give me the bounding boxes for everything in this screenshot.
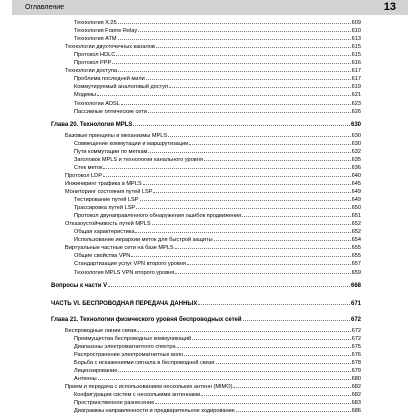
toc-entry-page: 635 xyxy=(351,156,361,163)
toc-entry-title: Стек меток xyxy=(74,164,103,171)
toc-entry-page: 613 xyxy=(351,36,361,43)
toc-entry-page: 675 xyxy=(351,343,361,350)
dot-leader xyxy=(103,171,351,177)
toc-entry xyxy=(74,406,361,415)
toc-entry-title: Технология MPLS VPN второго уровня xyxy=(74,269,175,276)
toc-entry-title: Базовые принципы и механизмы MPLS xyxy=(65,132,168,139)
toc-entry-title: Протокол PPP xyxy=(74,60,112,67)
dot-leader xyxy=(236,406,351,412)
dot-leader xyxy=(136,203,350,209)
dot-leader xyxy=(98,374,351,380)
toc-entry-page: 640 xyxy=(351,172,361,179)
toc-entry-page: 626 xyxy=(351,108,361,115)
toc-entry-title: Использование иерархии меток для быстрой защиты xyxy=(74,237,213,244)
dot-leader xyxy=(177,342,351,348)
toc-entry-page: 682 xyxy=(351,392,361,399)
toc-entry-page: 655 xyxy=(351,253,361,260)
toc-entry-title: Модемы xyxy=(74,92,96,99)
dot-leader xyxy=(187,259,351,265)
toc-entry-title: Стандартизация услуг VPN второго уровня xyxy=(74,261,186,268)
dot-leader xyxy=(148,147,350,153)
toc-entry-page: 615 xyxy=(351,52,361,59)
dot-leader xyxy=(168,131,351,137)
toc-entry-page: 623 xyxy=(351,100,361,107)
dot-leader xyxy=(175,268,350,274)
toc-entry-page: 672 xyxy=(351,335,361,342)
toc-heading-entry xyxy=(51,120,361,129)
toc-entry-page: 617 xyxy=(351,68,361,75)
toc-heading-entry xyxy=(51,315,361,324)
dot-leader xyxy=(148,107,351,113)
toc-entry-page: 630 xyxy=(350,121,361,128)
dot-leader xyxy=(135,227,350,233)
toc-entry-title: Мониторинг состояния путей LSP xyxy=(65,189,153,195)
toc-entry-title: Глава 20. Технология MPLS xyxy=(51,121,133,128)
toc-entry-title: Технология ATM xyxy=(74,36,117,43)
toc-entry-title: Технология X.25 xyxy=(74,20,117,26)
dot-leader xyxy=(243,315,350,321)
dot-leader xyxy=(153,187,350,193)
dot-leader xyxy=(175,243,351,249)
dot-leader xyxy=(192,334,351,340)
toc-entry-title: Диаграммы направленности и предварительное кодирование xyxy=(74,408,235,415)
toc-entry-title: Коммутируемый аналоговый доступ xyxy=(74,84,169,91)
toc-entry-page: 657 xyxy=(351,261,361,268)
toc-entry-title: Заголовок MPLS и технологии канального уровня xyxy=(74,156,203,163)
toc-entry-title: Преимущества беспроводных коммуникаций xyxy=(74,335,192,342)
toc-entry-title: Виртуальные частные сети на базе MPLS xyxy=(65,245,174,252)
running-header xyxy=(12,0,408,15)
toc-entry-page: 619 xyxy=(351,84,361,91)
toc-entry-title: Технологии доступа xyxy=(65,68,117,75)
dot-leader xyxy=(118,34,351,40)
toc-entry-page: 676 xyxy=(351,351,361,358)
toc-entry-title: Технологии ADSL xyxy=(74,100,120,107)
toc-entry-title: Пути коммутации по меткам xyxy=(74,148,148,155)
toc-entry-page: 672 xyxy=(350,316,361,323)
toc-entry-title: Отказоустойчивость путей MPLS xyxy=(65,221,151,228)
toc-entry-title: Инжиниринг трафика в MPLS xyxy=(65,180,142,187)
toc-entry-page: 668 xyxy=(350,282,361,289)
dot-leader xyxy=(131,251,350,257)
dot-leader xyxy=(118,366,350,372)
dot-leader xyxy=(146,74,351,80)
toc-entry-page: 671 xyxy=(350,300,361,307)
toc-entry-page: 615 xyxy=(351,44,361,51)
toc-heading-entry xyxy=(51,299,361,308)
dot-leader xyxy=(103,163,350,169)
toc-entry-title: Конфигурации систем с несколькими антеннами xyxy=(74,392,201,399)
toc-entry-page: 659 xyxy=(351,269,361,276)
dot-leader xyxy=(155,398,350,404)
toc-entry-title: ЧАСТЬ VI. БЕСПРОВОДНАЯ ПЕРЕДАЧА ДАННЫХ xyxy=(51,300,198,307)
toc-entry-title: Беспроводные линии связи xyxy=(65,327,137,334)
toc-entry-page: 630 xyxy=(351,132,361,139)
toc-entry-page: 636 xyxy=(351,164,361,171)
page-number: 13 xyxy=(383,1,396,13)
toc-entry-title: Пространственное разнесение xyxy=(74,400,155,407)
toc-entry-title: Технологии двухточечных каналов xyxy=(65,44,155,51)
toc-entry-page: 654 xyxy=(351,237,361,244)
dot-leader xyxy=(138,26,350,32)
toc-entry-title: Глава 21. Технологии физического уровня беспроводных сетей xyxy=(51,316,242,323)
dot-leader xyxy=(216,358,351,364)
toc-entry-page: 630 xyxy=(351,140,361,147)
toc-entry-title: Пассивные оптические сети xyxy=(74,108,147,115)
toc-entry-page: 680 xyxy=(351,376,361,382)
toc-entry-page: 655 xyxy=(351,245,361,252)
dot-leader xyxy=(198,299,350,305)
toc-entry-page: 649 xyxy=(351,197,361,204)
dot-leader xyxy=(156,42,351,48)
toc-entry-page: 652 xyxy=(351,229,361,236)
toc-entry-page: 686 xyxy=(351,408,361,415)
toc-entry-title: Вопросы к части V xyxy=(51,282,108,289)
toc-entry-page: 678 xyxy=(351,359,361,366)
toc-entry-page: 683 xyxy=(351,400,361,407)
toc-entry-page: 632 xyxy=(351,148,361,155)
toc-entry-page: 650 xyxy=(351,205,361,212)
dot-leader xyxy=(204,155,351,161)
toc-entry-title: Лицензирование xyxy=(74,367,118,374)
toc-entry-page: 679 xyxy=(351,367,361,374)
toc-entry-page: 617 xyxy=(351,76,361,83)
toc-entry-page: 649 xyxy=(351,189,361,195)
dot-leader xyxy=(137,326,350,332)
dot-leader xyxy=(189,139,350,145)
toc-entry-title: Общая характеристика xyxy=(74,229,135,236)
dot-leader xyxy=(121,99,351,105)
dot-leader xyxy=(112,58,350,64)
dot-leader xyxy=(133,120,350,126)
toc-entry-page: 609 xyxy=(351,20,361,26)
dot-leader xyxy=(214,235,351,241)
toc-entry-title: Борьба с искажениями сигнала в беспроводной связи xyxy=(74,359,215,366)
dot-leader xyxy=(118,18,351,24)
dot-leader xyxy=(169,82,351,88)
toc-entry-title: Распространение электромагнитных волн xyxy=(74,351,184,358)
dot-leader xyxy=(233,382,350,388)
toc-entry-title: Проблема последней мили xyxy=(74,76,145,83)
dot-leader xyxy=(116,50,350,56)
toc-entry xyxy=(74,268,361,277)
toc-entry-title: Общие свойства VPN xyxy=(74,253,131,260)
toc-entry-title: Диапазоны электромагнитного спектра xyxy=(74,343,176,350)
toc-entry-title: Прием и передача с использованием нескольких антенн (MIMO) xyxy=(65,384,233,391)
dot-leader xyxy=(118,66,351,72)
toc-entry-page: 645 xyxy=(351,180,361,187)
toc-entry-title: Протокол двунаправленного обнаружения ошибок продвижения xyxy=(74,213,242,220)
dot-leader xyxy=(140,195,351,201)
toc-entry-title: Тестирование путей LSP xyxy=(74,197,139,204)
toc-entry-title: Антенны xyxy=(74,376,97,382)
toc-entry-page: 616 xyxy=(351,60,361,67)
toc-entry xyxy=(74,107,361,116)
header-title: Оглавление xyxy=(25,4,65,11)
dot-leader xyxy=(152,219,351,225)
dot-leader xyxy=(184,350,350,356)
toc-entry-page: 610 xyxy=(351,28,361,35)
dot-leader xyxy=(242,211,350,217)
toc-entry-title: Технология Frame Relay xyxy=(74,28,138,35)
toc-entry-page: 672 xyxy=(351,327,361,334)
toc-entry-page: 621 xyxy=(351,92,361,99)
dot-leader xyxy=(201,390,351,396)
dot-leader xyxy=(108,281,350,287)
toc-heading-entry xyxy=(51,281,361,290)
toc-entry-title: Протокол LDP xyxy=(65,172,102,179)
dot-leader xyxy=(97,90,351,96)
toc-entry-title: Совмещение коммутации и маршрутизации xyxy=(74,140,189,147)
toc-entry-title: Трассировка путей LSP xyxy=(74,205,136,212)
toc-entry-page: 652 xyxy=(351,221,361,228)
toc-entry-page: 651 xyxy=(351,213,361,220)
toc-entry-page: 682 xyxy=(351,384,361,391)
dot-leader xyxy=(143,179,351,185)
toc-entry-title: Протокол HDLC xyxy=(74,52,116,59)
